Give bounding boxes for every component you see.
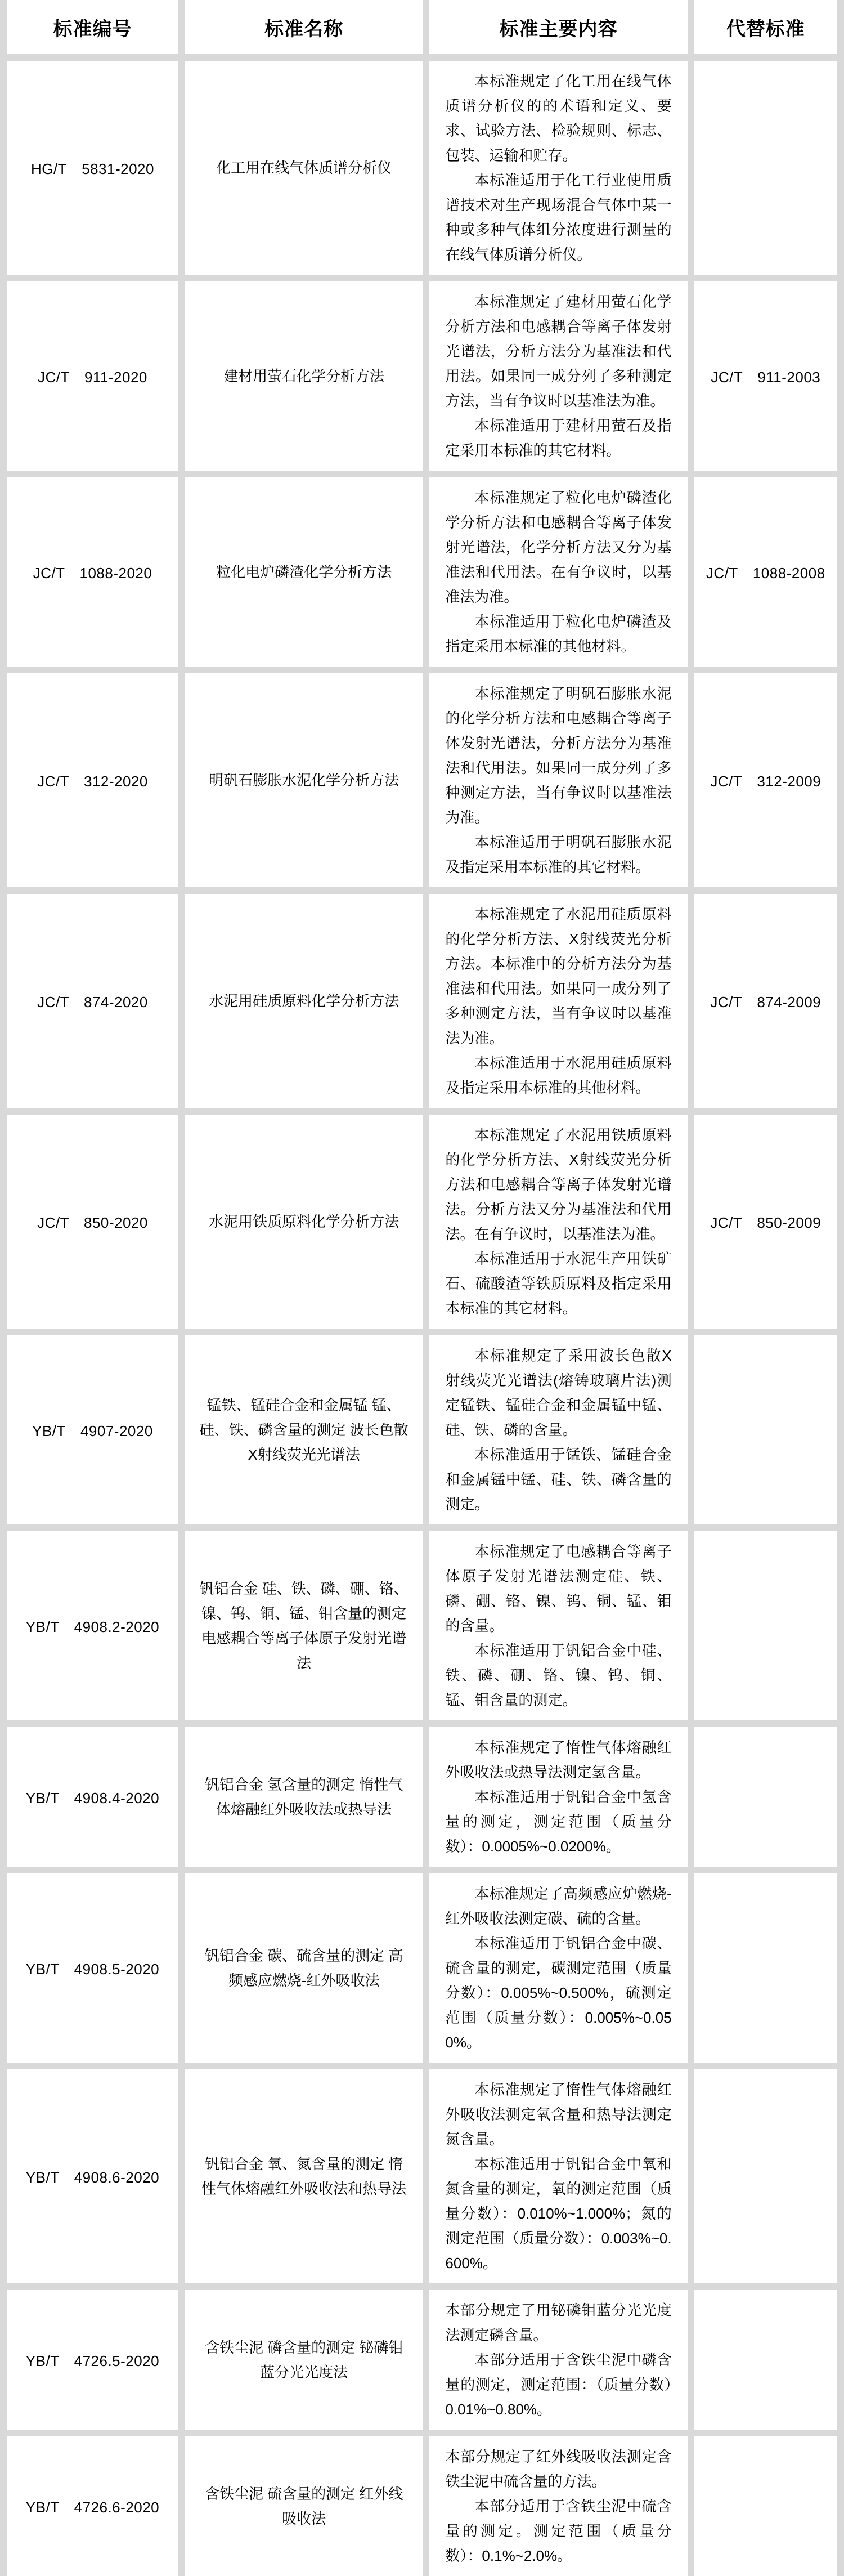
content-paragraph: 本标准规定了水泥用铁质原料的化学分析方法、X射线荧光分析方法和电感耦合等离子体发射光谱法。分析方法又分为基准法和代用法。在有争议时，以基准法为准。 (445, 1126, 672, 1242)
table-row (3, 57, 841, 278)
standard-name-cell: 锰铁、锰硅合金和金属锰 锰、硅、铁、磷含量的测定 波长色散X射线荧光光谱法 (182, 1332, 426, 1528)
standard-code-cell: YB/T 4726.5-2020 (3, 2287, 182, 2433)
standard-code-cell: YB/T 4907-2020 (3, 1332, 182, 1528)
replaced-standard-cell: JC/T 911-2003 (691, 278, 841, 474)
content-paragraph: 本标准适用于钒铝合金中氢含量的测定，测定范围（质量分数）：0.0005%~0.0200%。 (445, 1788, 672, 1855)
header-standard-name: 标准名称 (182, 0, 426, 57)
replaced-standard-cell (691, 57, 841, 278)
standard-name-cell: 粒化电炉磷渣化学分析方法 (182, 474, 426, 670)
table-row (3, 474, 841, 670)
standard-code-cell: YB/T 4908.6-2020 (3, 2066, 182, 2287)
standard-code-cell: JC/T 911-2020 (3, 278, 182, 474)
standard-code-cell: YB/T 4908.2-2020 (3, 1528, 182, 1724)
replaced-standard-cell: JC/T 1088-2008 (691, 474, 841, 670)
replaced-standard-cell (691, 2066, 841, 2287)
content-paragraph: 本标准适用于钒铝合金中氧和氮含量的测定，氧的测定范围（质量分数）：0.010%~1.000%；氮的测定范围（质量分数）：0.003%~0.600%。 (445, 2155, 672, 2271)
standard-name-cell: 钒铝合金 硅、铁、磷、硼、铬、镍、钨、铜、锰、钼含量的测定 电感耦合等离子体原子发射光谱法 (182, 1528, 426, 1724)
content-paragraph: 本标准适用于钒铝合金中硅、铁、磷、硼、铬、镍、钨、铜、锰、钼含量的测定。 (445, 1642, 672, 1709)
standard-content-cell (426, 2066, 690, 2287)
content-paragraph: 本标准适用于锰铁、锰硅合金和金属锰中锰、硅、铁、磷含量的测定。 (445, 1446, 672, 1513)
replaced-standard-cell (691, 1528, 841, 1724)
content-paragraph: 本标准适用于水泥生产用铁矿石、硫酸渣等铁质原料及指定采用本标准的其它材料。 (445, 1250, 672, 1317)
standard-code-cell: JC/T 850-2020 (3, 1111, 182, 1332)
content-paragraph: 本标准规定了化工用在线气体质谱分析仪的的术语和定义、要求、试验方法、检验规则、标志、包装、运输和贮存。 (445, 73, 672, 164)
content-paragraph: 本部分规定了红外线吸收法测定含铁尘泥中硫含量的方法。 (445, 2448, 672, 2490)
replaced-standard-cell: JC/T 312-2009 (691, 670, 841, 891)
table-row (3, 891, 841, 1111)
content-paragraph: 本标准适用于钒铝合金中碳、硫含量的测定，碳测定范围（质量分数）：0.005%~0.500%，硫测定范围（质量分数）：0.005%~0.050%。 (445, 1935, 672, 2051)
standard-code-cell: JC/T 874-2020 (3, 891, 182, 1111)
replaced-standard-cell (691, 1332, 841, 1528)
standard-code-cell: JC/T 312-2020 (3, 670, 182, 891)
table-row (3, 1724, 841, 1870)
header-row (3, 0, 841, 57)
table-row (3, 1332, 841, 1528)
replaced-standard-cell (691, 2433, 841, 2576)
content-paragraph: 本标准规定了电感耦合等离子体原子发射光谱法测定硅、铁、磷、硼、铬、镍、钨、铜、锰、钼的含量。 (445, 1543, 672, 1634)
replaced-standard-cell (691, 1724, 841, 1870)
content-paragraph: 本部分规定了用铋磷钼蓝分光光度法测定磷含量。 (445, 2302, 672, 2344)
standard-content-cell (426, 278, 690, 474)
content-paragraph: 本标准适用于明矾石膨胀水泥及指定采用本标准的其它材料。 (445, 834, 672, 875)
content-paragraph: 本标准适用于化工行业使用质谱技术对生产现场混合气体中某一种或多种气体组分浓度进行测量的在线气体质谱分析仪。 (445, 172, 672, 263)
replaced-standard-cell (691, 1870, 841, 2066)
table-row (3, 278, 841, 474)
table-row (3, 2066, 841, 2287)
content-paragraph: 本标准规定了粒化电炉磷渣化学分析方法和电感耦合等离子体发射光谱法，化学分析方法又分为基准法和代用法。在有争议时，以基准法为准。 (445, 489, 672, 605)
table-row (3, 1111, 841, 1332)
standard-content-cell (426, 1332, 690, 1528)
standard-name-cell: 化工用在线气体质谱分析仪 (182, 57, 426, 278)
content-paragraph: 本标准规定了建材用萤石化学分析方法和电感耦合等离子体发射光谱法，分析方法分为基准法和代用法。如果同一成分列了多种测定方法，当有争议时以基准法为准。 (445, 293, 672, 409)
standard-name-cell: 含铁尘泥 硫含量的测定 红外线吸收法 (182, 2433, 426, 2576)
standard-content-cell (426, 1724, 690, 1870)
replaced-standard-cell: JC/T 874-2009 (691, 891, 841, 1111)
standard-name-cell: 水泥用铁质原料化学分析方法 (182, 1111, 426, 1332)
content-paragraph: 本标准规定了采用波长色散X射线荧光光谱法(熔铸玻璃片法)测定锰铁、锰硅合金和金属锰中锰、硅、铁、磷的含量。 (445, 1347, 672, 1438)
standard-name-cell: 钒铝合金 碳、硫含量的测定 高频感应燃烧-红外吸收法 (182, 1870, 426, 2066)
standard-name-cell: 建材用萤石化学分析方法 (182, 278, 426, 474)
replaced-standard-cell (691, 2287, 841, 2433)
content-paragraph: 本标准规定了明矾石膨胀水泥的化学分析方法和电感耦合等离子体发射光谱法，分析方法分为基准法和代用法。如果同一成分列了多种测定方法，当有争议时以基准法为准。 (445, 685, 672, 826)
standard-name-cell: 明矾石膨胀水泥化学分析方法 (182, 670, 426, 891)
standard-content-cell (426, 474, 690, 670)
content-paragraph: 本部分适用于含铁尘泥中硫含量的测定。测定范围（质量分数）：0.1%~2.0%。 (445, 2498, 672, 2564)
table-row (3, 1528, 841, 1724)
header-standard-content: 标准主要内容 (426, 0, 690, 57)
table-row (3, 2287, 841, 2433)
standard-code-cell: YB/T 4726.6-2020 (3, 2433, 182, 2576)
standard-content-cell (426, 2287, 690, 2433)
table-row (3, 670, 841, 891)
standard-code-cell: HG/T 5831-2020 (3, 57, 182, 278)
content-paragraph: 本标准规定了惰性气体熔融红外吸收法或热导法测定氢含量。 (445, 1739, 672, 1781)
table-row (3, 1870, 841, 2066)
standard-content-cell (426, 1870, 690, 2066)
standard-name-cell: 钒铝合金 氧、氮含量的测定 惰性气体熔融红外吸收法和热导法 (182, 2066, 426, 2287)
header-standard-code: 标准编号 (3, 0, 182, 57)
standard-content-cell (426, 891, 690, 1111)
standard-content-cell (426, 1528, 690, 1724)
content-paragraph: 本标准适用于粒化电炉磷渣及指定采用本标准的其他材料。 (445, 613, 672, 655)
standard-code-cell: JC/T 1088-2020 (3, 474, 182, 670)
content-paragraph: 本标准适用于建材用萤石及指定采用本标准的其它材料。 (445, 417, 672, 459)
replaced-standard-cell: JC/T 850-2009 (691, 1111, 841, 1332)
table-body (3, 57, 841, 2576)
standard-content-cell (426, 2433, 690, 2576)
standard-content-cell (426, 670, 690, 891)
standard-name-cell: 钒铝合金 氢含量的测定 惰性气体熔融红外吸收法或热导法 (182, 1724, 426, 1870)
table-row (3, 2433, 841, 2576)
content-paragraph: 本部分适用于含铁尘泥中磷含量的测定，测定范围：（质量分数）0.01%~0.80%。 (445, 2351, 672, 2418)
standard-code-cell: YB/T 4908.4-2020 (3, 1724, 182, 1870)
standard-name-cell: 水泥用硅质原料化学分析方法 (182, 891, 426, 1111)
content-paragraph: 本标准适用于水泥用硅质原料及指定采用本标准的其他材料。 (445, 1054, 672, 1096)
standard-content-cell (426, 57, 690, 278)
standard-code-cell: YB/T 4908.5-2020 (3, 1870, 182, 2066)
header-replaced-standard: 代替标准 (691, 0, 841, 57)
content-paragraph: 本标准规定了水泥用硅质原料的化学分析方法、X射线荧光分析方法。本标准中的分析方法分为基准法和代用法。如果同一成分列了多种测定方法，当有争议时以基准法为准。 (445, 906, 672, 1046)
content-paragraph: 本标准规定了高频感应炉燃烧-红外吸收法测定碳、硫的含量。 (445, 1885, 672, 1927)
content-paragraph: 本标准规定了惰性气体熔融红外吸收法测定氧含量和热导法测定氮含量。 (445, 2081, 672, 2148)
standard-content-cell (426, 1111, 690, 1332)
standard-name-cell: 含铁尘泥 磷含量的测定 铋磷钼蓝分光光度法 (182, 2287, 426, 2433)
